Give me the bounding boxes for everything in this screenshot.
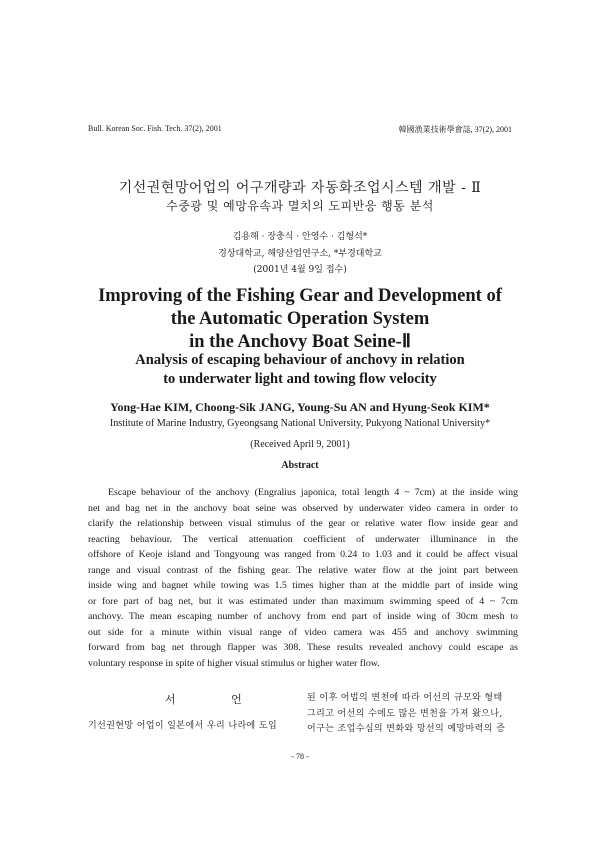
introduction-heading: 서 언 [165,693,268,706]
english-title-line: the Automatic Operation System [170,309,430,329]
english-authors: Yong-Hae KIM, Choong-Sik JANG, Young-Su AN and Hyung-Seok KIM* [110,400,490,414]
left-column-text: 기선권현망 어업이 일본에서 우리 나라에 도입 [88,721,278,731]
abstract-line: out side for a minute within visual range of video camera was 455 and anchovy swimming [88,626,518,638]
english-subtitle-line: to underwater light and towing flow velocity [163,371,437,387]
korean-authors: 김용해 · 장충식 · 안영수 · 김형석* [232,232,368,242]
english-received-date: (Received April 9, 2001) [250,439,350,450]
korean-received-date: (2001년 4월 9일 접수) [253,265,347,275]
abstract-line: forward from bag net through flapper was 308. These results revealed anchovy could escape as [88,642,518,653]
english-title-line: Improving of the Fishing Gear and Development of [98,286,502,306]
abstract-line: net and bag net in the anchovy boat seine was observed by underwater video camera in order to [88,502,518,514]
abstract-heading: Abstract [281,460,319,471]
right-column-text [307,691,519,738]
korean-title: 기선권현망어업의 어구개량과 자동화조업시스템 개발 - Ⅱ [118,180,482,196]
body-line: 된 이후 어법의 변천에 따라 어선의 규모와 형태 [307,693,503,703]
abstract-line: anchovy. The mean escaping number of anchovy from end part of inside wing of 30cm mesh to [88,611,518,622]
abstract-line: voluntary response in spite of higher visual stimulus or higher water flow. [88,657,380,669]
korean-affiliation: 경상대학교, 해양산업연구소, *부경대학교 [218,249,382,259]
abstract-line: reacting behaviour. The vertical attenuation coefficient of underwater illuminance in the [88,533,518,545]
journal-header-en: Bull. Korean Soc. Fish. Tech. 37(2), 2001 [88,124,222,133]
journal-header-kr: 韓國漁業技術學會誌, 37(2), 2001 [398,125,512,134]
body-line: 그리고 어선의 수에도 많은 변천을 가져 왔으나, [307,708,503,719]
abstract-line: inside wing and bagnet while towing was 1.5 times higher than at the middle part of inside wing [88,580,518,591]
korean-subtitle: 수중광 및 예망유속과 멸치의 도피반응 행동 분석 [166,199,434,213]
page-number: - 78 - [291,752,309,761]
english-affiliation: Institute of Marine Industry, Gyeongsang National University, Pukyong National University* [109,418,491,429]
english-subtitle-line: Analysis of escaping behaviour of anchovy in relation [135,352,465,368]
abstract-body [88,485,518,671]
english-title-line: in the Anchovy Boat Seine-Ⅱ [189,332,411,352]
abstract-line: or fore part of bag net, but it was estimated under than maximum swimming speed of 4 ~ 7cm [88,595,518,607]
abstract-line: clarify the relationship between visual stimulus of the gear or relative water flow inside gear and [88,518,518,529]
abstract-line: Escape behaviour of the anchovy (Engralius japonica, total length 4 ~ 7cm) at the inside wing [108,487,518,498]
abstract-line: offshore of Keoje island and Tongyoung was ranged from 0.24 to 1.03 and it could be affect visual [88,549,518,560]
body-line: 어구는 조업수심의 변화와 망선의 예망마력의 증 [307,724,506,734]
abstract-line: range and visual contrast of the fishing gear. The relative water flow at the joint part between [88,564,518,576]
